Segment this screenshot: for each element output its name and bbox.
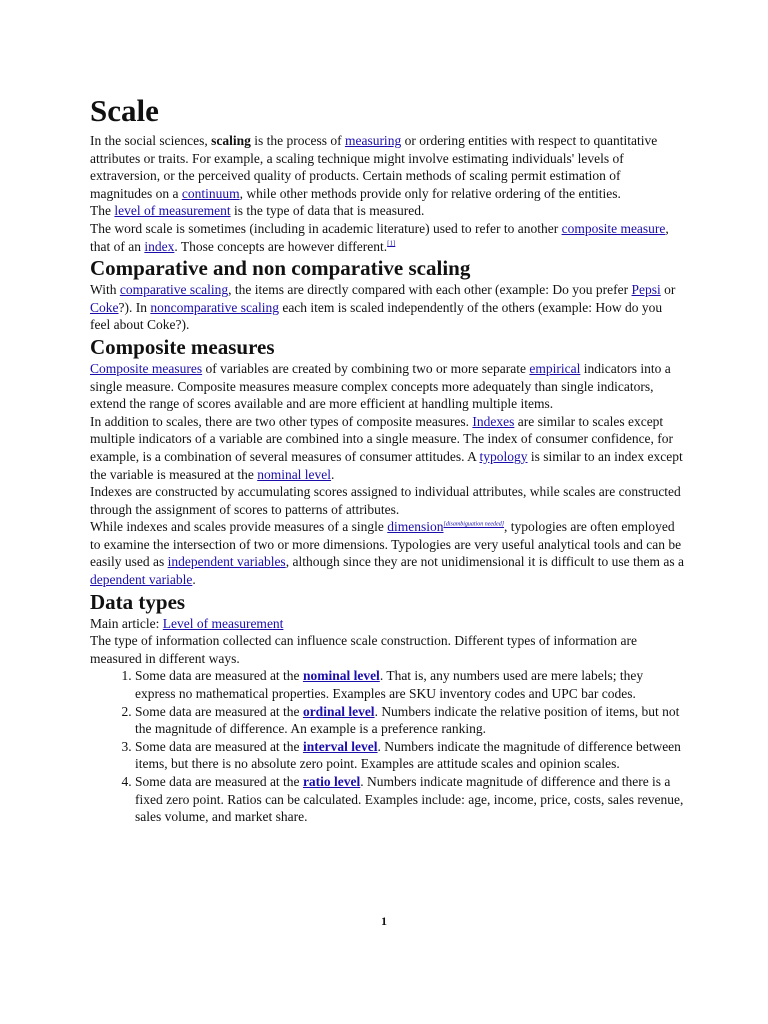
- list-item: 3. Some data are measured at the interval level. Numbers indicate the magnitude of difference between items, but there is no absolute zero point. Examples are attitude scales and opinion scales.: [135, 738, 684, 773]
- reference-1-link[interactable]: [1]: [387, 239, 396, 248]
- list-item: 2. Some data are measured at the ordinal level. Numbers indicate the relative position of items, but not the magnitude of difference. An example is a preference ranking.: [135, 703, 684, 738]
- page-number: 1: [381, 914, 387, 928]
- heading-composite-measures: Composite measures: [90, 334, 275, 359]
- link-dependent-variable[interactable]: dependent variable: [90, 572, 193, 588]
- data-types-intro: The type of information collected can influence scale construction. Different types of information are measured in different ways.: [90, 633, 638, 666]
- link-continuum[interactable]: continuum: [181, 185, 240, 201]
- link-comparative-scaling[interactable]: comparative scaling: [119, 282, 229, 298]
- link-pepsi[interactable]: Pepsi: [631, 282, 661, 298]
- composite-paragraph-4: While indexes and scales provide measures of a single dimension[disambiguation needed], typologies are often employed to examine the intersection of two or more dimensions. Typologies are very useful analytical tools and can be easily used as independent variables, although since they are not unidimensional it is difficult to use them as a dependent variable.: [90, 519, 684, 588]
- word-scale-paragraph: The word scale is sometimes (including in academic literature) used to refer to another composite measure, that of an index. Those concepts are however different.[1]: [90, 220, 669, 254]
- main-article-note: Main article: Level of measurement: [90, 615, 284, 631]
- link-typology[interactable]: typology: [479, 448, 528, 464]
- heading-data-types: Data types: [90, 589, 186, 614]
- list-item: 4. Some data are measured at the ratio level. Numbers indicate magnitude of difference and there is a fixed zero point. Ratios can be calculated. Examples include: age, income, price, costs, sales revenue, sales volume, and market share.: [135, 773, 684, 826]
- link-composite-measures[interactable]: Composite measures: [90, 360, 203, 376]
- link-noncomparative-scaling[interactable]: noncomparative scaling: [150, 299, 279, 315]
- link-interval-level[interactable]: interval level: [302, 738, 378, 754]
- link-independent-variables[interactable]: independent variables: [167, 554, 286, 570]
- intro-paragraph: In the social sciences, scaling is the process of measuring or ordering entities with respect to quantitative attributes or traits. For example, a scaling technique might involve estimating individuals' levels of extraversion, or the perceived quality of products. Certain methods of scaling permit estimation of magnitudes on a continuum, while other methods provide only for relative ordering of the entities.: [90, 133, 658, 201]
- page-title: Scale: [90, 93, 159, 128]
- disambiguation-needed-link[interactable]: [disambiguation needed]: [443, 521, 505, 528]
- link-empirical[interactable]: empirical: [529, 360, 581, 376]
- link-main-article-level-of-measurement[interactable]: Level of measurement: [162, 615, 284, 631]
- link-index[interactable]: index: [144, 238, 175, 254]
- link-composite-measure[interactable]: composite measure: [561, 220, 666, 236]
- composite-paragraph-3: Indexes are constructed by accumulating scores assigned to individual attributes, while scales are constructed through the assignment of scores to patterns of attributes.: [90, 484, 681, 517]
- link-measuring[interactable]: measuring: [344, 133, 402, 148]
- data-types-list: [90, 667, 684, 825]
- link-nominal-level-bold[interactable]: nominal level: [302, 668, 380, 684]
- composite-paragraph-2: In addition to scales, there are two other types of composite measures. Indexes are similar to scales except multiple indicators of a variable are combined into a single measure. The index of consumer confidence, for example, is a combination of several measures of consumer attitudes. A typology is similar to an index except the variable is measured at the nominal level.: [90, 413, 683, 482]
- comparative-paragraph: With comparative scaling, the items are directly compared with each other (example: Do you prefer Pepsi or Coke?). In noncomparative scaling each item is scaled independently of the others (example: How do you feel about Coke?).: [90, 282, 676, 333]
- link-indexes[interactable]: Indexes: [472, 413, 515, 429]
- scaling-term: scaling: [211, 133, 251, 148]
- link-dimension[interactable]: dimension: [387, 519, 444, 535]
- heading-comparative-scaling: Comparative and non comparative scaling: [90, 256, 471, 281]
- level-paragraph: The level of measurement is the type of data that is measured.: [90, 203, 425, 219]
- composite-paragraph-1: Composite measures of variables are created by combining two or more separate empirical indicators into a single measure. Composite measures measure complex concepts more adequately than single indicators, extend the range of scores available and are more efficient at handling multiple items.: [90, 360, 671, 412]
- link-nominal-level[interactable]: nominal level: [257, 466, 332, 482]
- link-level-of-measurement[interactable]: level of measurement: [114, 203, 231, 219]
- list-item: 1. Some data are measured at the nominal level. That is, any numbers used are mere labels; they express no mathematical properties. Examples are SKU inventory codes and UPC bar codes.: [135, 667, 684, 702]
- link-ratio-level[interactable]: ratio level: [302, 774, 361, 789]
- link-ordinal-level[interactable]: ordinal level: [302, 703, 375, 719]
- link-coke[interactable]: Coke: [90, 299, 119, 315]
